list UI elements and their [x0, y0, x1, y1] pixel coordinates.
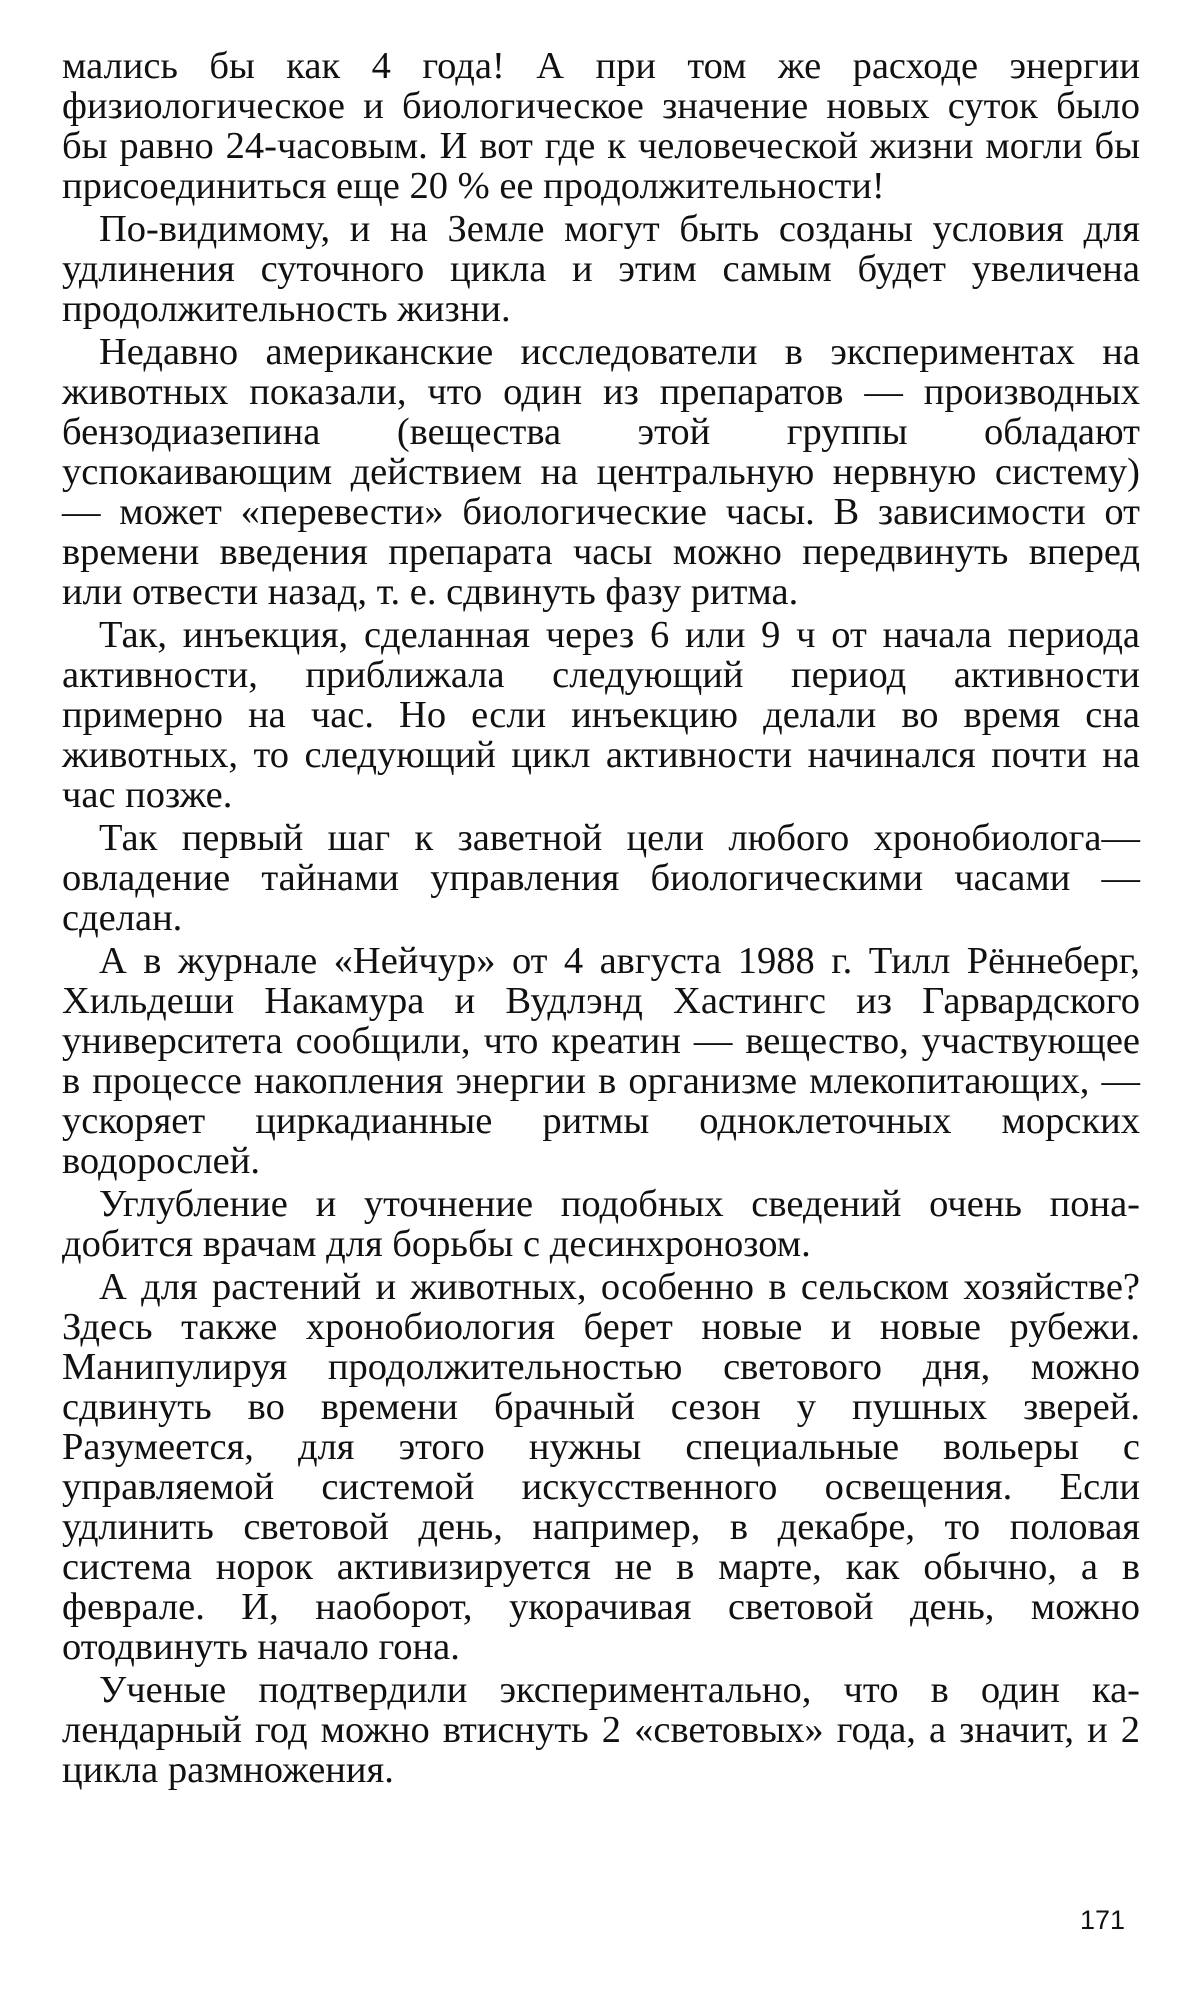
page-number: 171 [1080, 1905, 1126, 1935]
paragraph-5: Так первый шаг к заветной цели любого хронобиолога— овладение тайнами управления биологическими часами — сделан. [62, 817, 1140, 939]
paragraph-9: Ученые подтвердили экспериментально, что в один календарный год можно втиснуть 2 «световых» года, а значит, и 2 цикла размножения. [62, 1669, 1140, 1791]
paragraph-8: А для растений и животных, особенно в сельском хозяйстве? Здесь также хронобиология берет новые и новые рубежи. Манипулируя продолжительностью светового дня, можно сдвинуть во времени брачный сезон у пушных зверей. Разумеется, для этого нужны специальные вольеры с управляемой системой искусственного освещения. Если удлинить световой день, например, в декабре, то половая система норок активизируется не в марте, как обычно, а в феврале. И, наоборот, укорачивая световой день, можно отодвинуть начало гона. [62, 1266, 1140, 1668]
paragraph-4: Так, инъекция, сделанная через 6 или 9 ч от начала периода активности, приближала следующий период активности примерно на час. Но если инъекцию делали во время сна животных, то следующий цикл активности начинался почти на час позже. [62, 614, 1140, 816]
paragraph-7: Углубление и уточнение подобных сведений очень понадобится врачам для борьбы с десинхронозом. [62, 1183, 1140, 1265]
paragraph-1: мались бы как 4 года! А при том же расходе энергии физиологическое и биологическое значение новых суток было бы равно 24-часовым. И вот где к человеческой жизни могли бы присоединиться еще 20 % ее продолжительности! [62, 45, 1140, 207]
paragraph-3: Недавно американские исследователи в экспериментах на животных показали, что один из препаратов — производных бензодиазепина (вещества этой группы обладают успокаивающим действием на центральную нервную систему) — может «перевести» биологические часы. В зависимости от времени введения препарата часы можно передвинуть вперед или отвести назад, т. е. сдвинуть фазу ритма. [62, 331, 1140, 613]
paragraph-6: А в журнале «Нейчур» от 4 августа 1988 г. Тилл Рённеберг, Хильдеши Накамура и Вудлэнд Хастингс из Гарвардского университета сообщили, что креатин — вещество, участвующее в процессе накопления энергии в организме млекопитающих, — ускоряет циркадианные ритмы одноклеточных морских водорослей. [62, 940, 1140, 1182]
paragraph-2: По-видимому, и на Земле могут быть созданы условия для удлинения суточного цикла и этим самым будет увеличена продолжительность жизни. [62, 208, 1140, 330]
page-body [62, 46, 1140, 1793]
